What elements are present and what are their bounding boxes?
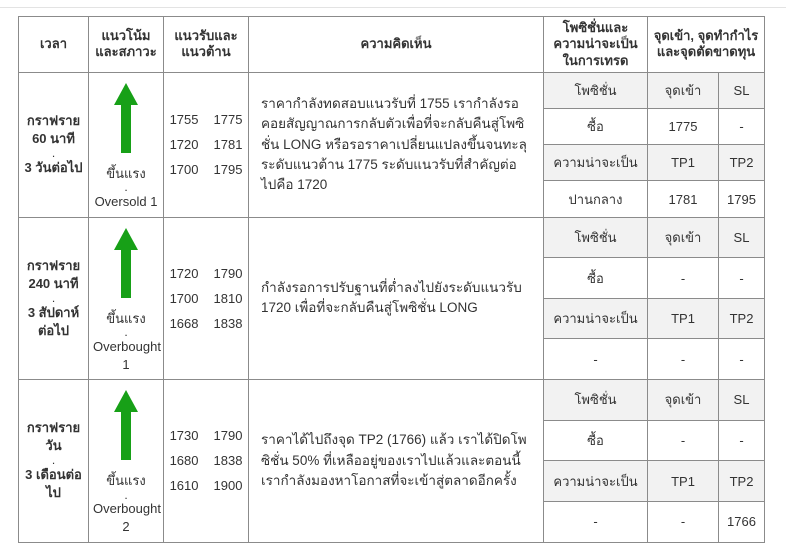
section-60min-row — [19, 72, 765, 108]
level-row — [168, 112, 244, 127]
entry-header-cell: จุดเข้า — [648, 72, 719, 108]
position-header-cell: โพซิชั่น — [544, 380, 648, 421]
table-header-row — [19, 17, 765, 73]
tp2-value-cell: 1766 — [719, 501, 765, 542]
trading-analysis-table — [18, 16, 765, 543]
timeframe-label: กราฟราย 60 นาที — [26, 113, 81, 147]
resistance-value: 1838 — [213, 315, 243, 331]
probability-label-cell: ความน่าจะเป็น — [544, 461, 648, 502]
resistance-value: 1795 — [213, 162, 243, 178]
trend-condition-label: Overbought 2 — [93, 501, 161, 534]
trend-strength-label: ขึ้นแรง — [106, 310, 146, 326]
probability-label-cell: ความน่าจะเป็น — [544, 145, 648, 181]
support-value: 1755 — [169, 112, 199, 128]
position-label-cell: ซื้อ — [544, 258, 648, 299]
timeframe-cell — [19, 380, 89, 542]
tp2-header-cell: TP2 — [719, 298, 765, 339]
trend-cell — [89, 380, 164, 542]
probability-value-cell: - — [544, 339, 648, 380]
support-value: 1680 — [169, 453, 199, 469]
sl-header-cell: SL — [719, 380, 765, 421]
header-trend: แนวโน้มและสภาวะ — [89, 17, 164, 73]
support-value: 1610 — [169, 478, 199, 494]
probability-value-cell: - — [544, 501, 648, 542]
tp2-value-cell: 1795 — [719, 181, 765, 217]
trend-strength-label: ขึ้นแรง — [106, 165, 146, 181]
header-positions: โพซิชั่นและความน่าจะเป็นในการเทรด — [544, 17, 648, 73]
comment-cell: กำลังรอการปรับฐานที่ต่ำลงไปยังระดับแนวรับ 1720 เพื่อที่จะกลับคืนสู่โพซิชั่น LONG — [249, 217, 544, 379]
trend-up-arrow-icon — [114, 390, 138, 460]
tp1-value-cell: - — [648, 501, 719, 542]
entry-value-cell: - — [648, 420, 719, 461]
support-value: 1700 — [169, 162, 199, 178]
sl-value-cell: - — [719, 258, 765, 299]
trend-cell — [89, 217, 164, 379]
level-row — [168, 316, 244, 331]
trend-cell — [89, 72, 164, 217]
level-row — [168, 137, 244, 152]
resistance-value: 1781 — [213, 137, 243, 153]
resistance-value: 1810 — [213, 290, 243, 306]
entry-header-cell: จุดเข้า — [648, 380, 719, 421]
resistance-value: 1775 — [213, 112, 243, 128]
dot-separator: . — [124, 180, 128, 195]
comment-cell: ราคากำลังทดสอบแนวรับที่ 1755 เรากำลังรอคอยสัญญาณการกลับตัวเพื่อที่จะกลับคืนสู่โพซิชั่น LONG หรือรอราคาเปลี่ยนแปลงขึ้นจนทะลุระดับแนวต้าน 1775 ระดับแนวรับที่สำคัญต่อไปคือ 1720 — [249, 72, 544, 217]
level-row — [168, 453, 244, 468]
resistance-value: 1900 — [213, 478, 243, 494]
trend-condition-label: Overbought 1 — [93, 338, 161, 372]
tp2-header-cell: TP2 — [719, 461, 765, 502]
tp2-value-cell: - — [719, 339, 765, 380]
entry-header-cell: จุดเข้า — [648, 217, 719, 258]
level-row — [168, 291, 244, 306]
entry-value-cell: 1775 — [648, 108, 719, 144]
support-resistance-cell — [164, 380, 249, 542]
dot-separator: . — [51, 290, 56, 305]
tp2-header-cell: TP2 — [719, 145, 765, 181]
support-resistance-cell — [164, 72, 249, 217]
tp1-header-cell: TP1 — [648, 461, 719, 502]
support-value: 1720 — [169, 137, 199, 153]
dot-separator: . — [124, 325, 128, 340]
resistance-value: 1790 — [213, 428, 243, 444]
header-comment: ความคิดเห็น — [249, 17, 544, 73]
top-divider — [0, 7, 786, 8]
support-value: 1730 — [169, 428, 199, 444]
comment-cell: ราคาได้ไปถึงจุด TP2 (1766) แล้ว เราได้ปิดโพซิชั่น 50% ที่เหลืออยู่ของเราไปแล้วและตอนนี้เรากำลังมองหาโอกาสที่จะเข้าสู่ตลาดอีกครั้ง — [249, 380, 544, 542]
header-time: เวลา — [19, 17, 89, 73]
tp1-header-cell: TP1 — [648, 298, 719, 339]
position-header-cell: โพซิชั่น — [544, 217, 648, 258]
dot-separator: . — [124, 487, 128, 502]
probability-value-cell: ปานกลาง — [544, 181, 648, 217]
section-240min-row — [19, 217, 765, 258]
dot-separator: . — [51, 146, 56, 161]
tp1-header-cell: TP1 — [648, 145, 719, 181]
probability-label-cell: ความน่าจะเป็น — [544, 298, 648, 339]
entry-value-cell: - — [648, 258, 719, 299]
timeframe-cell — [19, 72, 89, 217]
tp1-value-cell: - — [648, 339, 719, 380]
tp1-value-cell: 1781 — [648, 181, 719, 217]
timeframe-cell — [19, 217, 89, 379]
timeframe-label: กราฟราย 240 นาที — [26, 257, 81, 291]
sl-header-cell: SL — [719, 217, 765, 258]
timeframe-label: กราฟรายวัน — [26, 420, 81, 454]
trend-up-arrow-icon — [114, 228, 138, 298]
section-daily-row — [19, 380, 765, 421]
support-value: 1668 — [169, 315, 199, 331]
header-entry-tp-sl: จุดเข้า, จุดทำกำไรและจุดตัดขาดทุน — [648, 17, 765, 73]
timeframe-horizon: 3 สัปดาห์ต่อไป — [27, 304, 80, 338]
resistance-value: 1838 — [213, 453, 243, 469]
timeframe-horizon: 3 วันต่อไป — [24, 160, 83, 176]
header-levels: แนวรับและแนวต้าน — [164, 17, 249, 73]
sl-header-cell: SL — [719, 72, 765, 108]
dot-separator: . — [51, 453, 56, 468]
position-label-cell: ซื้อ — [544, 420, 648, 461]
level-row — [168, 162, 244, 177]
support-resistance-cell — [164, 217, 249, 379]
level-row — [168, 478, 244, 493]
timeframe-horizon: 3 เดือนต่อไป — [25, 467, 82, 501]
sl-value-cell: - — [719, 420, 765, 461]
resistance-value: 1790 — [213, 265, 243, 281]
position-header-cell: โพซิชั่น — [544, 72, 648, 108]
trend-condition-label: Oversold 1 — [94, 194, 158, 210]
trend-strength-label: ขึ้นแรง — [106, 473, 146, 489]
support-value: 1720 — [169, 265, 199, 281]
level-row — [168, 266, 244, 281]
trend-up-arrow-icon — [114, 83, 138, 153]
position-label-cell: ซื้อ — [544, 108, 648, 144]
support-value: 1700 — [169, 290, 199, 306]
level-row — [168, 428, 244, 443]
sl-value-cell: - — [719, 108, 765, 144]
